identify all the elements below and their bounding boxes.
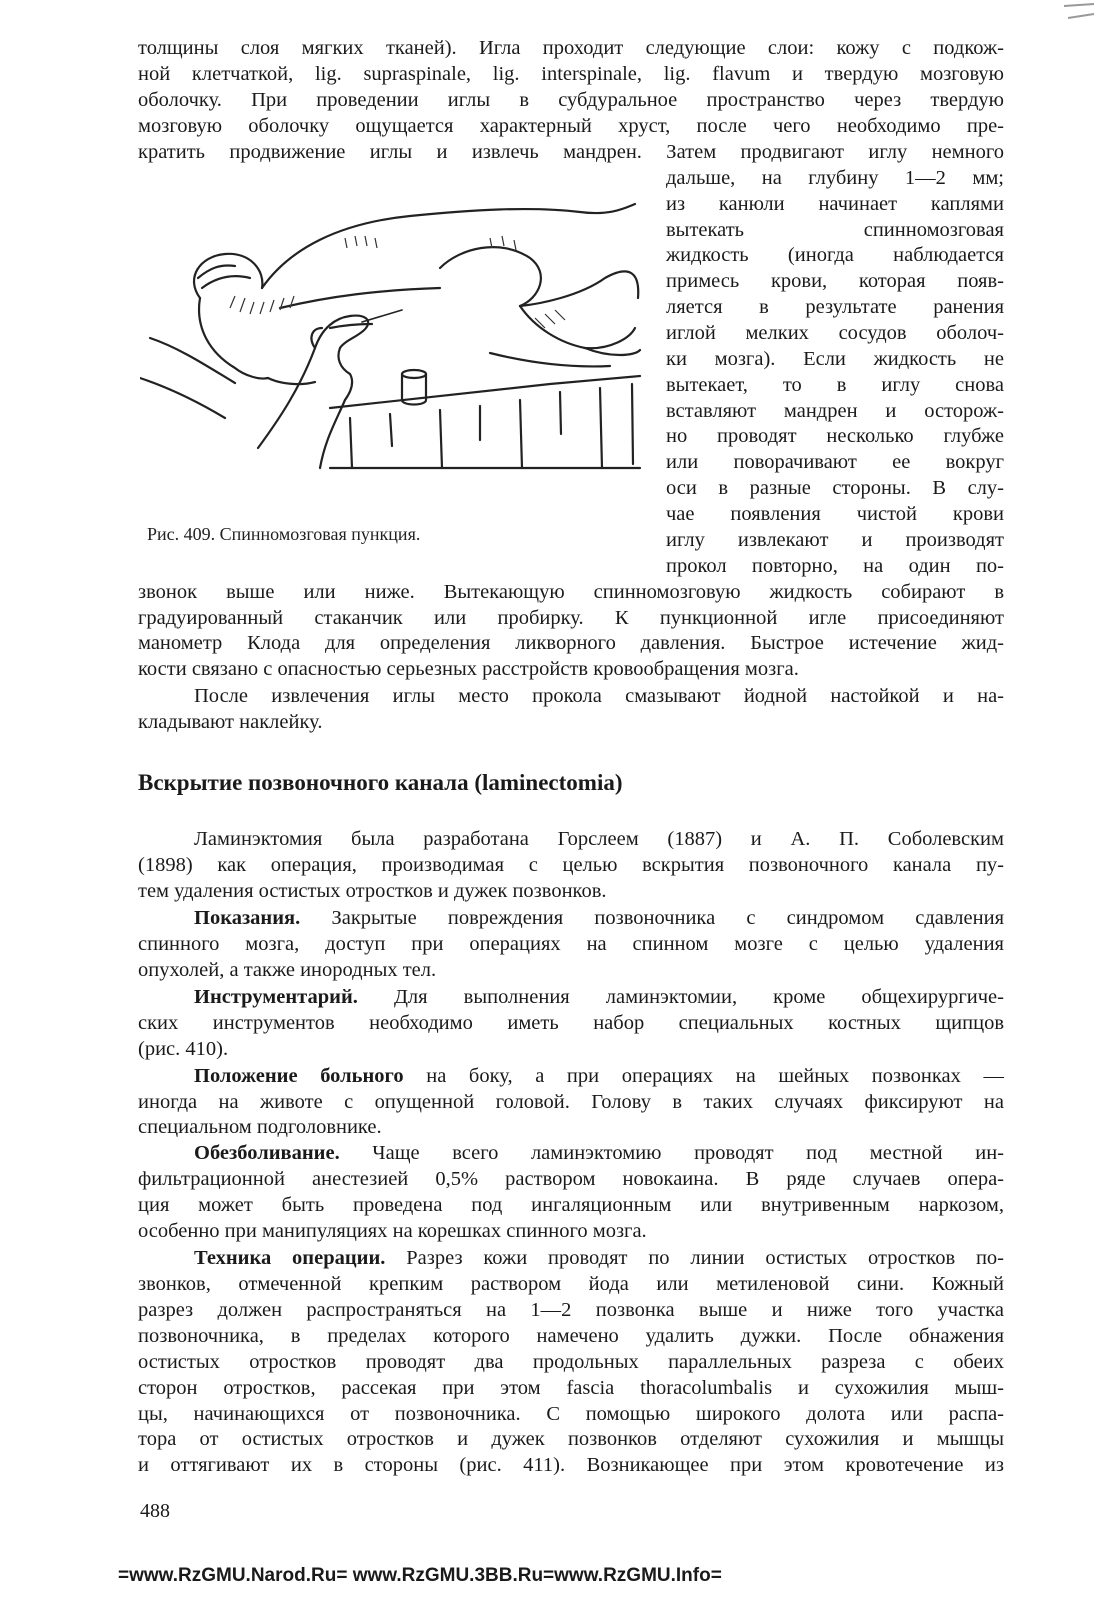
position-label: Положение больного (194, 1065, 404, 1087)
text-line: иглу извлекают и производят (666, 529, 1004, 551)
text-line: сторон отростков, рассекая при этом fascia thoracolumbalis и сухожилия мыш- (138, 1377, 1004, 1399)
text-line: разрез должен распространяться на 1—2 позвонка выше и ниже того участка (138, 1299, 1004, 1321)
text-line: ляется в результате ранения (666, 296, 1004, 318)
text-line: толщины слоя мягких тканей). Игла проходит следующие слои: кожу с подкож- (138, 37, 1004, 59)
anesthesia-label: Обезболивание. (194, 1142, 340, 1164)
text-line: ной клетчаткой, lig. supraspinale, lig. interspinale, lig. flavum и твердую мозговую (138, 63, 1004, 85)
text-line: из канюли начинает каплями (666, 193, 1004, 215)
text-line: Ламинэктомия была разработана Горслеем (1887) и А. П. Соболевским (194, 828, 1004, 850)
text-line: вставляют мандрен и осторож- (666, 400, 1004, 422)
text-line: Техника операции. Разрез кожи проводят по линии остистых отростков по- (194, 1247, 1005, 1269)
text-line: мозговую оболочку ощущается характерный хруст, после чего необходимо пре- (138, 115, 1004, 137)
text-line: фильтрационной анестезией 0,5% раствором новокаина. В ряде случаев опера- (138, 1168, 1004, 1190)
text-line: ция может быть проведена под ингаляционным или внутривенным наркозом, (138, 1194, 1004, 1216)
indications-label: Показания. (194, 907, 301, 929)
text-line: тора от остистых отростков и дужек позвонков отделяют сухожилия и мышцы (138, 1428, 1004, 1450)
text-line: Положение больного на боку, а при операциях на шейных позвонках — (194, 1065, 1004, 1087)
footer-watermark-links: =www.RzGMU.Narod.Ru= www.RzGMU.3BB.Ru=www.RzGMU.Info= (118, 1565, 722, 1586)
technique-label: Техника операции. (194, 1247, 386, 1269)
text-line: кратить продвижение иглы и извлечь мандрен. Затем продвигают иглу немного (138, 141, 1004, 163)
text-line: Инструментарий. Для выполнения ламинэктомии, кроме общехирургиче- (194, 986, 1004, 1008)
text-line: позвоночника, в пределах которого намечено удалить дужки. После обнажения (138, 1325, 1004, 1347)
text-line: градуированный стаканчик или пробирку. К пункционной игле присоединяют (138, 607, 1004, 629)
text-line: (1898) как операция, производимая с целью вскрытия позвоночного канала пу- (138, 854, 1004, 876)
text-line: опухолей, а также инородных тел. (138, 959, 437, 981)
text-line: ки мозга). Если жидкость не (666, 348, 1004, 370)
spinal-puncture-illustration (140, 178, 645, 510)
text-line: жидкость (иногда наблюдается (666, 244, 1004, 266)
text-line: дальше, на глубину 1—2 мм; (666, 167, 1004, 189)
text-line: примесь крови, которая появ- (666, 270, 1004, 292)
text-line: После извлечения иглы место прокола смазывают йодной настойкой и на- (194, 685, 1004, 707)
text-line: иглой мелких сосудов оболоч- (666, 322, 1004, 344)
text-line: кости связано с опасностью серьезных расстройств кровообращения мозга. (138, 658, 799, 680)
section-heading: Вскрытие позвоночного канала (laminectomia) (138, 770, 623, 795)
figure-caption: Рис. 409. Спинномозговая пункция. (147, 524, 421, 544)
text-line: тем удаления остистых отростков и дужек позвонков. (138, 880, 607, 902)
text-line: чае появления чистой крови (666, 503, 1004, 525)
text-line: звонков, отмеченной крепким раствором йода или метиленовой сини. Кожный (138, 1273, 1004, 1295)
text-line: (рис. 410). (138, 1038, 229, 1060)
page-number: 488 (140, 1500, 170, 1522)
text-line: звонок выше или ниже. Вытекающую спинномозговую жидкость собирают в (138, 581, 1004, 603)
text-line: и оттягивают их в стороны (рис. 411). Возникающее при этом кровотечение из (138, 1454, 1004, 1476)
text-line: вытекать спинномозговая (666, 219, 1004, 241)
text-line: кладывают наклейку. (138, 711, 323, 733)
instruments-label: Инструментарий. (194, 986, 358, 1008)
text-line: особенно при манипуляциях на корешках спинного мозга. (138, 1220, 647, 1242)
scan-corner-mark (1054, 0, 1094, 30)
text-line: прокол повторно, на один по- (666, 555, 1004, 577)
text-line: спинного мозга, доступ при операциях на спинном мозге с целью удаления (138, 933, 1004, 955)
text-line: оси в разные стороны. В слу- (666, 477, 1004, 499)
text-line: Показания. Закрытые повреждения позвоночника с синдромом сдавления (194, 907, 1004, 929)
text-line: остистых отростков проводят два продольных параллельных разреза с обеих (138, 1351, 1004, 1373)
text-line: но проводят несколько глубже (666, 425, 1004, 447)
text-line: иногда на животе с опущенной головой. Голову в таких случаях фиксируют на (138, 1091, 1004, 1113)
text-line: оболочку. При проведении иглы в субдуральное пространство через твердую (138, 89, 1004, 111)
text-line: или поворачивают ее вокруг (666, 451, 1004, 473)
text-line: Обезболивание. Чаще всего ламинэктомию проводят под местной ин- (194, 1142, 1004, 1164)
text-line: цы, начинающихся от позвоночника. С помощью широкого долота или распа- (138, 1403, 1004, 1425)
text-line: манометр Клода для определения ликворного давления. Быстрое истечение жид- (138, 632, 1004, 654)
text-line: специальном подголовнике. (138, 1116, 382, 1138)
text-line: ских инструментов необходимо иметь набор специальных костных щипцов (138, 1012, 1004, 1034)
text-line: вытекает, то в иглу снова (666, 374, 1004, 396)
